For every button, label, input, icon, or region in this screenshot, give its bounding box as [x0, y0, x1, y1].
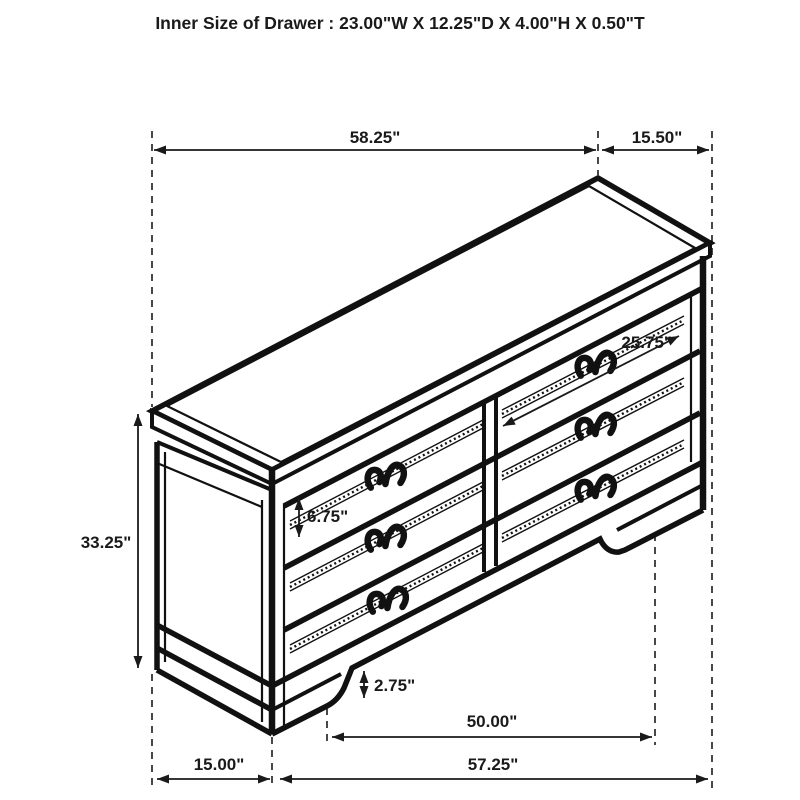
base-molding-mid-right — [617, 485, 703, 530]
drawer-handle-icon — [366, 526, 406, 551]
dimension-top-width — [154, 128, 596, 150]
drawer-handle-icon — [576, 476, 616, 501]
top-depth-label: 15.50" — [631, 128, 683, 147]
dimension-top-depth — [602, 128, 709, 150]
dimension-foot-height — [364, 671, 415, 698]
top-surface — [152, 178, 710, 470]
base-top-edge — [272, 462, 703, 686]
dimension-base-side — [157, 755, 270, 779]
drawer-diagonal-label: 25.75" — [621, 333, 672, 352]
overall-height-label: 33.25" — [80, 533, 132, 552]
dimension-base-width — [280, 755, 708, 779]
dimension-feet-span — [332, 712, 652, 737]
base-width-label: 57.25" — [467, 755, 519, 774]
top-width-label: 58.25" — [349, 128, 401, 147]
left-side-panel — [157, 442, 272, 734]
page-title: Inner Size of Drawer : 23.00"W X 12.25"D X 4.00"H X 0.50"T — [155, 13, 645, 33]
feet-span-label: 50.00" — [466, 712, 518, 731]
drawer-handle-icon — [366, 464, 406, 489]
base-side-label: 15.00" — [193, 755, 245, 774]
drawer-handle-icon — [576, 414, 616, 439]
dimension-overall-height — [81, 414, 138, 668]
drawer-handle-icon — [368, 588, 408, 613]
foot-height-label: 2.75" — [374, 676, 416, 695]
drawer-handle-icon — [576, 352, 616, 377]
dresser-drawing — [152, 178, 710, 734]
drawer-height-label: 6.75" — [307, 507, 349, 526]
